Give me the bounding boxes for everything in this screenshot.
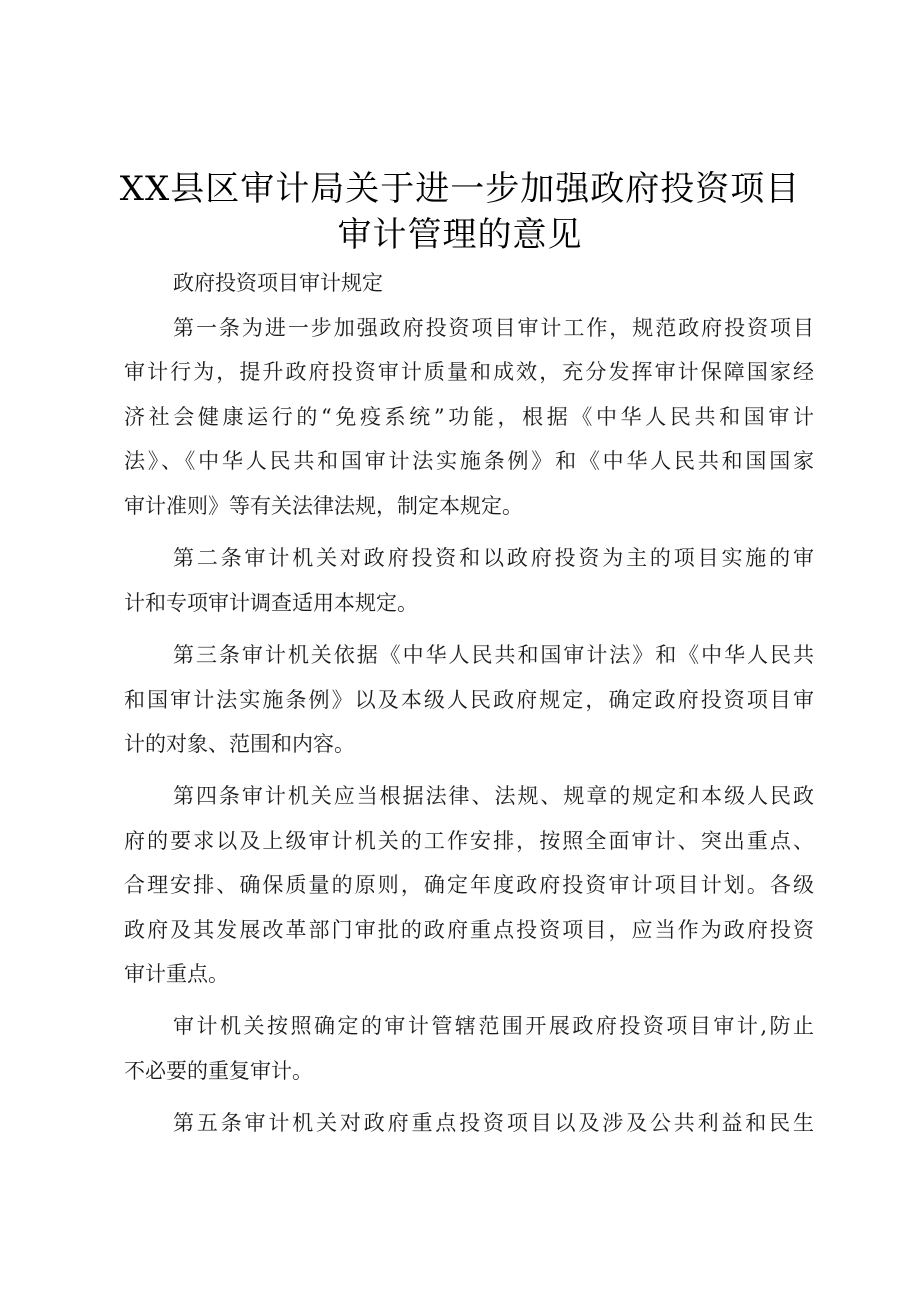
paragraph-line: 审计行为，提升政府投资审计质量和成效，充分发挥审计保障国家经 <box>124 360 814 384</box>
document-title-line-1: XX县区审计局关于进一步加强政府投资项目 <box>119 169 801 209</box>
paragraph-line: 政府及其发展改革部门审批的政府重点投资项目，应当作为政府投资 <box>124 918 814 942</box>
paragraph-line: 第二条审计机关对政府投资和以政府投资为主的项目实施的审 <box>173 546 814 570</box>
paragraph-line: 不必要的重复审计。 <box>124 1059 313 1083</box>
paragraph-line: 府的要求以及上级审计机关的工作安排，按照全面审计、突出重点、 <box>124 829 814 853</box>
paragraph-line: 审计机关按照确定的审计管辖范围开展政府投资项目审计,防止 <box>173 1014 814 1038</box>
paragraph-line: 计和专项审计调查适用本规定。 <box>124 591 418 615</box>
paragraph-line: 第四条审计机关应当根据法律、法规、规章的规定和本级人民政 <box>173 784 814 808</box>
paragraph-line: 济社会健康运行的“免疫系统”功能，根据《中华人民共和国审计 <box>124 405 814 429</box>
document-title-line-2: 审计管理的意见 <box>337 215 583 255</box>
paragraph-line: 审计准则》等有关法律法规，制定本规定。 <box>124 494 523 518</box>
paragraph-line: 计的对象、范围和内容。 <box>124 732 355 756</box>
paragraph-line: 第三条审计机关依据《中华人民共和国审计法》和《中华人民共 <box>173 643 814 667</box>
paragraph-line: 第一条为进一步加强政府投资项目审计工作，规范政府投资项目 <box>173 316 814 340</box>
paragraph-line: 审计重点。 <box>124 962 229 986</box>
paragraph-line: 法》、《中华人民共和国审计法实施条例》和《中华人民共和国国家 <box>124 449 814 473</box>
document-subtitle: 政府投资项目审计规定 <box>173 271 383 295</box>
paragraph-line: 合理安排、确保质量的原则，确定年度政府投资审计项目计划。各级 <box>124 873 814 897</box>
paragraph-line: 第五条审计机关对政府重点投资项目以及涉及公共利益和民生 <box>173 1111 814 1135</box>
paragraph-line: 和国审计法实施条例》以及本级人民政府规定，确定政府投资项目审 <box>124 688 814 712</box>
